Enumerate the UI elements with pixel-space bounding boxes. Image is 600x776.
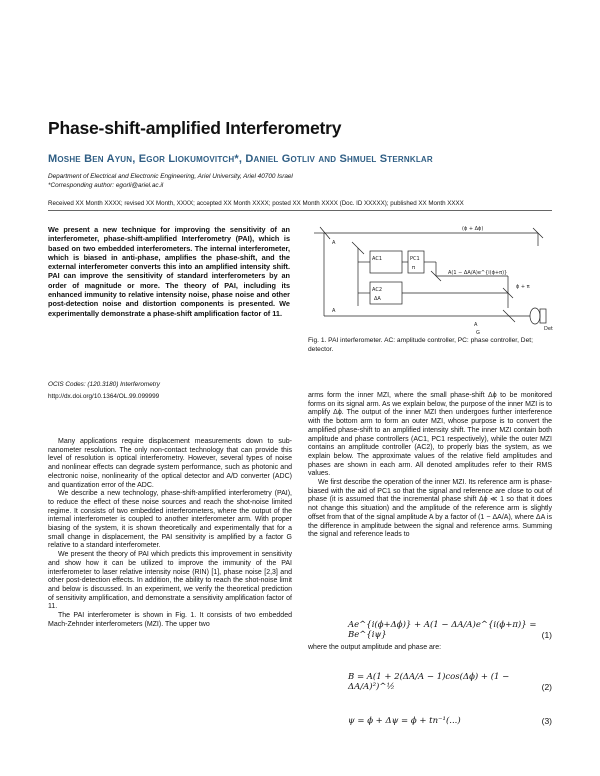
equation-number: (1) xyxy=(541,630,552,640)
label-ac1: AC1 xyxy=(372,256,383,262)
affiliation xyxy=(48,172,568,190)
label-phase-signal: (ϕ + Δϕ) xyxy=(462,226,484,232)
abstract: We present a new technique for improving the sensitivity of an interferometer, phase-shift-amplified Interferometry (PAI), which is based on two embedded interferometers. The internal interferometer, which is biased in anti-phase, amplifies the phase-shift, and the external interferometer converts this into an amplified intensity shift. PAI can improve the sensitivity of standard interferometers by an order of magnitude or more. The theory of PAI, including its enhanced immunity to relative intensity noise, phase noise and other post-detection noise and distortion components is presented. We experimentally demonstrate a phase-shift amplification factor of 11. xyxy=(48,225,290,318)
label-inner-output: A(1 − ΔA/A)e^{i(ϕ+π)} xyxy=(448,270,508,276)
right-column-body xyxy=(308,392,552,540)
ac1-box xyxy=(370,251,402,273)
label-amplitude: A xyxy=(474,322,478,328)
paragraph: The PAI interferometer is shown in Fig. 1. It consists of two embedded Mach-Zehnder interferometers (MZI). The upper two xyxy=(48,612,292,628)
paragraph: Many applications require displacement measurements down to sub-nanometer resolution. The only non-contact technology that can provide this level of resolution is optical interferometry. However, several types of noise and nonlinear effects can degrade system performance, such as photonic and electronic noise, nonlinearity of the optical detector and A/D converter (ADC) and quantization error of the ADC. xyxy=(48,438,292,489)
label-gain: G xyxy=(476,330,480,336)
paper-title: Phase-shift-amplified Interferometry xyxy=(48,118,342,138)
received-dates: Received XX Month XXXX; revised XX Month, XXXX; accepted XX Month XXXX; posted XX Month XXXX (Doc. ID XXXXX); published XX Month XXXX xyxy=(48,200,464,207)
equation-intro: where the output amplitude and phase are: xyxy=(308,644,442,651)
equation-1-body: Ae^{i(ϕ+Δϕ)} + A(1 − ΔA/A)e^{i(ϕ+π)} = Be^{iψ} xyxy=(348,620,537,640)
paragraph: arms form the inner MZI, where the small phase-shift Δϕ to be monitored forms on its signal arm. As we explain below, the purpose of the inner MZI is to amplify Δϕ. The output of the inner MZI then undergoes further interference with the bottom arm to form an outer MZI, whose purpose is to convert the amplified phase-shift to an amplified intensity shift. The inner MZI contain both amplitude and phase controllers (AC1, PC1 respectively), while the outer MZI contains an amplitude controller (AC2), to properly bias the system, as we explain below. The approximate values of the relative field amplitudes and phases are shown in each arm. All denoted amplitudes refer to their RMS values. xyxy=(308,392,552,478)
doi-link[interactable]: http://dx.doi.org/10.1364/OL.99.099999 xyxy=(48,393,160,400)
paragraph: We first describe the operation of the inner MZI. Its reference arm is phase-biased with the aid of PC1 so that the signal and reference are close to out of phase (it is assumed that the incremental phase shift Δϕ ≪ 1 so that it does not change this situation) and the amplitude of the reference arm is slightly offset from that of the signal amplitude A by a factor of (1 − ΔA/A), where ΔA is the difference in amplitude between the signal and reference arms. Summing the signal and reference leads to xyxy=(308,479,552,539)
equation-number: (3) xyxy=(541,716,552,726)
equation-1 xyxy=(348,620,552,640)
label-amplitude: A xyxy=(332,308,336,314)
figure-1-caption: Fig. 1. PAI interferometer. AC: amplitude controller, PC: phase controller, Det; detector. xyxy=(308,337,533,353)
detector-box xyxy=(540,309,546,323)
label-amplitude: A xyxy=(332,240,336,246)
label-pc1: PC1 xyxy=(410,256,420,262)
label-ac2: AC2 xyxy=(372,287,383,293)
paragraph: We present the theory of PAI which predicts this improvement in sensitivity and show how it can be utilized to improve the immunity of the PAI interferometer to laser relative intensity noise (RIN) [1], phase noise [2,3] and other post-detection effects. In addition, the ability to reach the shot-noise limit and below is discussed. In an experiment, we verify the theoretical prediction of sensitivity amplification, and demonstrate a sensitivity amplification factor of 11. xyxy=(48,551,292,611)
author-list: Moshe Ben Ayun, Egor Liokumovitch*, Daniel Gotliv and Shmuel Sternklar xyxy=(48,153,433,165)
equation-3-body: ψ = ϕ + Δψ = ϕ + tn⁻¹(...) xyxy=(348,716,461,726)
label-outer-phase: ϕ + π xyxy=(516,284,530,290)
pc1-box xyxy=(408,251,424,273)
figure-1-diagram xyxy=(308,218,554,336)
equation-3 xyxy=(348,716,552,726)
paragraph: We describe a new technology, phase-shift-amplified interferometry (PAI), to reduce the effect of these noise sources and reach the shot-noise limited regime. It consists of two embedded interferometers, where the output of the internal interferometer is coupled to another interferometer arm. With proper biasing of the system, it is shown theoretically and experimentally that for a small change in displacement, the PAI sensitivity is amplified by a factor G relative to a standard interferometer. xyxy=(48,490,292,550)
left-column-body xyxy=(48,438,292,629)
equation-2 xyxy=(348,672,552,692)
equation-2-body: B = A(1 + 2(ΔA/A − 1)cos(Δϕ) + (1 − ΔA/A)²)^½ xyxy=(348,672,510,692)
label-pc1-value: π xyxy=(412,265,416,271)
ocis-codes: OCIS Codes: (120.3180) Interferometry xyxy=(48,381,160,388)
affiliation-line: Department of Electrical and Electronic Engineering, Ariel University, Ariel 40700 Israel xyxy=(48,173,293,180)
detector-lens xyxy=(530,308,540,324)
label-ac2-value: ΔA xyxy=(374,296,381,302)
corresponding-author: *Corresponding author: egorli@ariel.ac.il xyxy=(48,182,164,189)
header-divider xyxy=(48,210,552,211)
equation-number: (2) xyxy=(541,682,552,692)
label-detector: Det xyxy=(544,326,553,332)
